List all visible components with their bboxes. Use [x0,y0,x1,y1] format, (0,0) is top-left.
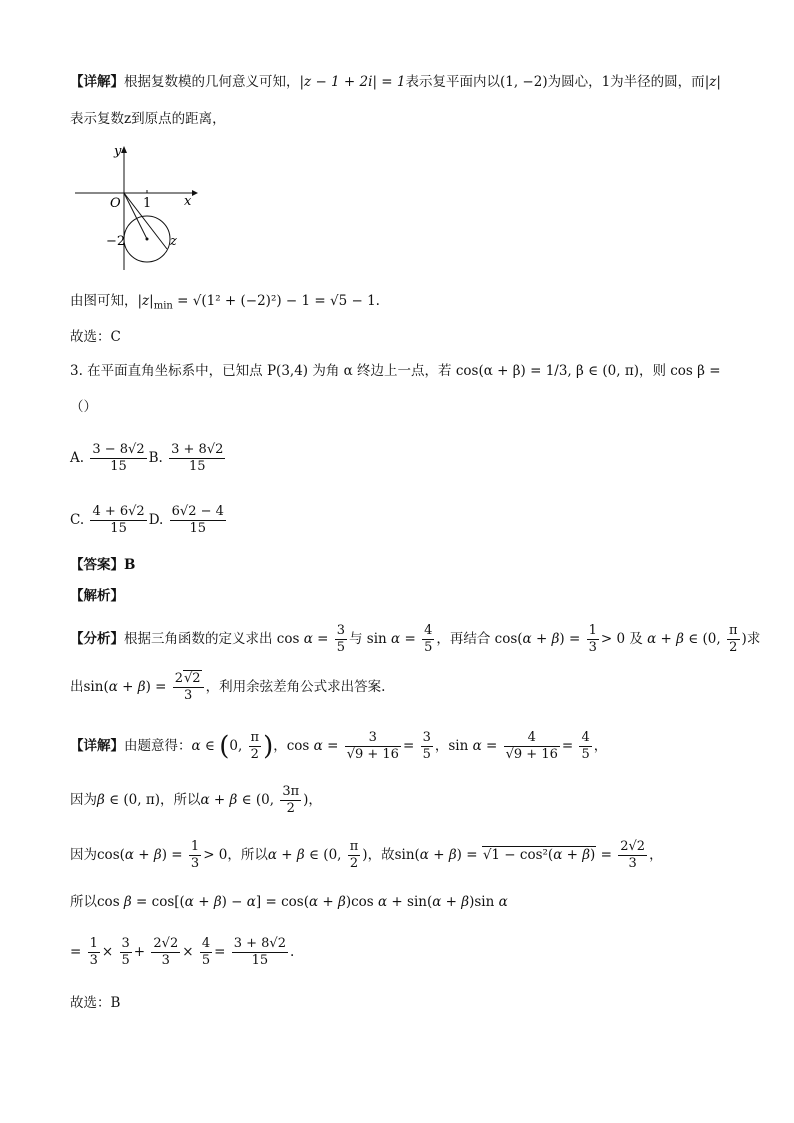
text: 表示复数z到原点的距离， [70,111,226,127]
text: ，所以 [159,792,201,808]
complex-plane-figure [70,145,200,275]
detail-line-1: 【详解】由题意得：α ∈ (0, $\frac{\pi}{2}$ )，cos α = $\frac{3}{√9 + 16}$ = $\frac{3}{5}$ ，sin α = $\frac{4}{√9 + 16}$ = $\frac{4}{5}$ ， [70,730,608,762]
options-cd [70,502,228,538]
option-d-label: D. [148,512,164,528]
blank: （） [70,399,97,415]
x-axis-label: x [184,194,192,209]
z-point-label: z [170,234,177,249]
explanation-line-2 [70,110,226,128]
text: 出 [70,679,84,695]
option-a-label: A. [70,450,85,466]
detail-line-4: 所以cos β = cos[(α + β) − α] = cos(α + β)cos α + sin(α + β)sin α [70,894,508,910]
fenxi-tag: 【分析】 [70,631,124,647]
denominator: 15 [189,521,207,536]
numerator: 6√2 − 4 [171,504,224,519]
final-choice [70,994,120,1012]
option-d-fraction [170,504,226,537]
option-c-fraction [90,504,146,537]
denominator: 15 [110,521,127,536]
text: 根据三角函数的定义求出 [124,631,273,647]
result-equation: = √(1² + (−2)²) − 1 = √5 − 1. [177,293,380,309]
min-subscript: min [153,300,173,312]
analysis-line [70,587,124,605]
abs-z: |z| [137,293,154,309]
text: ，利用余弦差角公式求出答案. [205,679,386,695]
tick-neg2-label: −2 [106,234,126,249]
option-b-fraction [169,442,225,475]
question-3-blank [70,398,97,416]
choice-line [70,328,121,346]
denominator: 15 [188,459,206,474]
abs-z: |z| [704,74,721,90]
question-3 [70,362,721,380]
detail-tag: 【详解】 [70,74,124,90]
explanation-line-1 [70,73,721,91]
detail-line-2: 因为β ∈ (0, π)，所以α + β ∈ (0, $\frac{3\pi}{2}$ )， [70,784,322,816]
circle-center: (1, −2) [499,74,548,90]
text: ，故 [367,847,395,863]
fenxi-line-2: 出sin(α + β) = $\frac{2√2}{3}$ ，利用余弦差角公式求出答案. [70,671,386,703]
denominator: 15 [110,459,127,474]
numerator: 3 − 8√2 [92,442,145,457]
options-ab [70,440,227,476]
text: 由题意得： [124,738,192,754]
text: 由图可知， [70,293,138,309]
detail-tag-2: 【详解】 [70,738,124,754]
text: 因为 [70,792,97,808]
text: 求 [746,631,761,647]
result-line [70,292,380,316]
text: ，所以 [227,847,268,863]
detail-line-3: 因为cos(α + β) = $\frac{1}{3}$ > 0，所以α + β ∈ (0, $\frac{\pi}{2}$ )，故sin(α + β) = √1 − cos²(α + β) = $\frac{2√2}{3}$ ， [70,839,663,871]
question-text: 3. 在平面直角坐标系中，已知点 P(3,4) 为角 α 终边上一点，若 cos(α + β) = 1/3, β ∈ (0, π)，则 cos β = [70,363,721,379]
numerator: 3 + 8√2 [171,442,224,457]
fenxi-line: 【分析】根据三角函数的定义求出 cos α = $\frac{3}{5}$ 与 sin α = $\frac{4}{5}$ ，再结合 cos(α + β) = $\frac{1}{3}$ > 0 及 α + β ∈ (0, $\frac{\pi}{2}$ )求 [70,623,761,655]
text: 表示复平面内以 [405,74,500,90]
final-text: 故选：B [70,995,121,1011]
text: 所以 [70,894,97,910]
answer-line [70,556,135,574]
option-a-fraction [90,442,146,475]
y-axis-label: y [114,145,122,159]
choice-text: 故选：C [70,329,121,345]
text: 根据复数模的几何意义可知， [124,74,300,90]
tick-1-label: 1 [143,196,152,211]
option-b-label: B. [148,450,163,466]
option-c-label: C. [70,512,85,528]
detail-line-5: = $\frac{1}{3}$ × $\frac{3}{5}$ + $\frac{2√2}{3}$ × $\frac{4}{5}$ = $\frac{3 + 8√2}{15}$ . [70,936,295,968]
numerator: 4 + 6√2 [92,504,145,519]
analysis-tag: 【解析】 [70,588,124,604]
answer-tag: 【答案】B [70,557,136,573]
origin-label: O [110,196,121,211]
text: 为圆心，1为半径的圆，而 [547,74,705,90]
text: 因为 [70,847,97,863]
modulus-equation: |z − 1 + 2i| = 1 [299,74,406,90]
